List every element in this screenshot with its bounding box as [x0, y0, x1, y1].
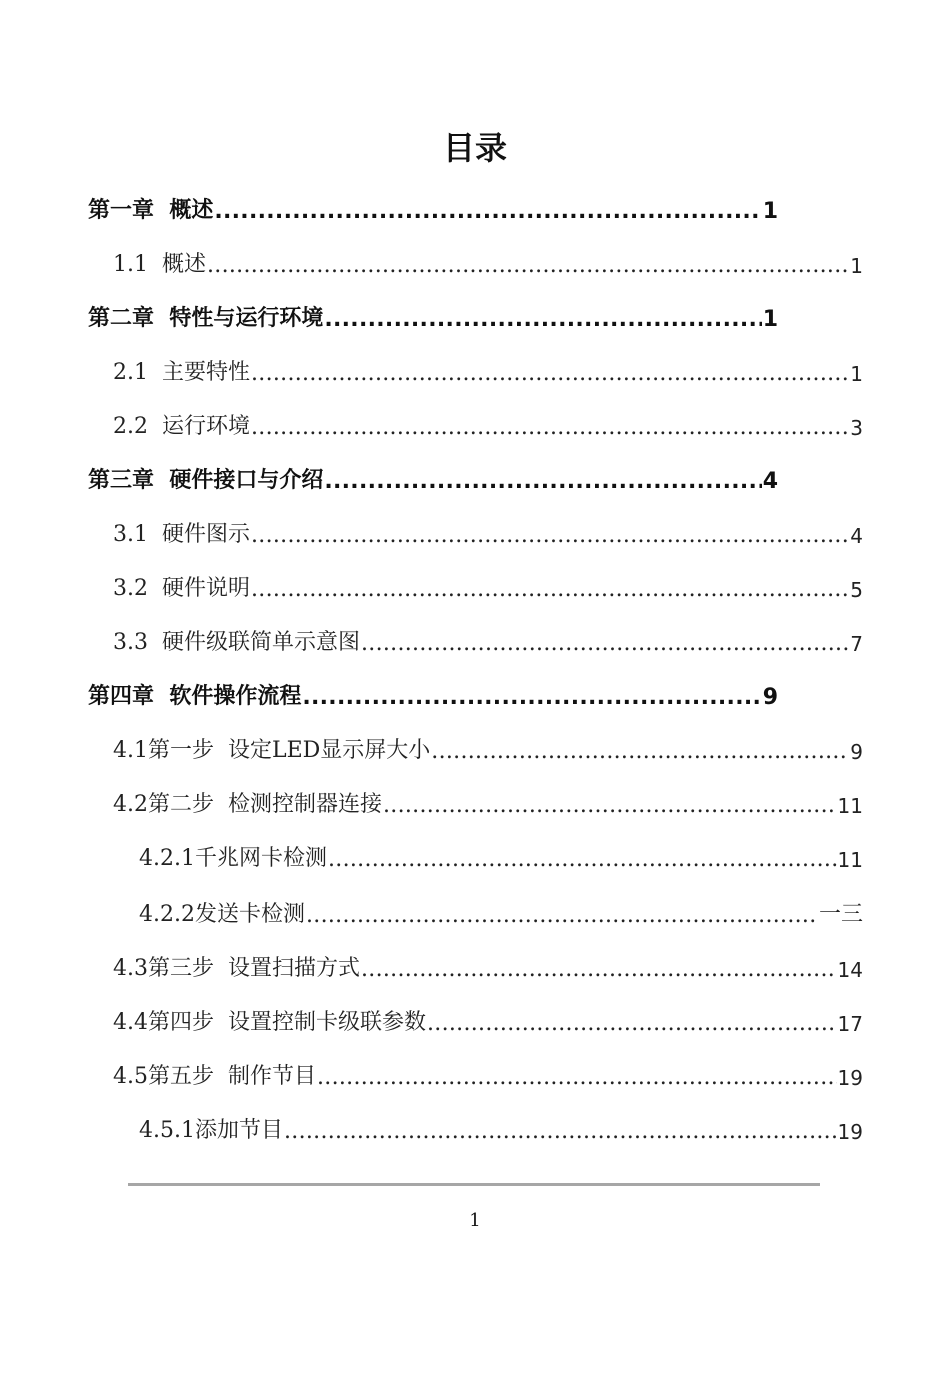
toc-page-number: 3 — [850, 416, 863, 440]
toc-label: 第四章 软件操作流程 — [88, 684, 302, 709]
toc-page-number: 11 — [837, 794, 863, 818]
dot-leader — [324, 472, 761, 494]
toc-entry-4-2[interactable] — [113, 786, 863, 818]
toc-entry-4-1[interactable] — [113, 732, 863, 764]
toc-label: 3.1 硬件图示 — [113, 522, 250, 547]
dot-leader — [427, 1014, 837, 1036]
toc-label: 第三章 硬件接口与介绍 — [88, 468, 324, 493]
toc-page-number: 11 — [837, 848, 863, 872]
toc-page-number: 17 — [837, 1012, 863, 1036]
dot-leader — [207, 256, 849, 278]
toc-entry-chapter-3[interactable] — [88, 462, 778, 494]
toc-page-number: 1 — [762, 307, 778, 332]
dot-leader — [328, 850, 837, 872]
dot-leader — [306, 906, 818, 928]
toc-label: 第一章 概述 — [88, 198, 214, 223]
page-title: 目录 — [442, 129, 507, 167]
toc-page-number: 19 — [837, 1120, 863, 1144]
toc-entry-chapter-1[interactable] — [88, 192, 778, 224]
dot-leader — [251, 364, 849, 386]
toc-page-number: 5 — [850, 578, 863, 602]
toc-label: 3.2 硬件说明 — [113, 576, 250, 601]
toc-entry-1-1[interactable] — [113, 246, 863, 278]
dot-leader — [251, 580, 849, 602]
dot-leader — [383, 796, 837, 818]
toc-entry-3-1[interactable] — [113, 516, 863, 548]
toc-entry-chapter-4[interactable] — [88, 678, 778, 710]
dot-leader — [251, 526, 849, 548]
footer-page-number: 1 — [469, 1210, 481, 1231]
toc-entry-4-2-1[interactable] — [139, 840, 863, 872]
toc-label: 3.3 硬件级联简单示意图 — [113, 630, 360, 655]
toc-page-number: 一三 — [818, 902, 863, 927]
dot-leader — [324, 310, 761, 332]
toc-label: 4.1第一步 设定LED显示屏大小 — [113, 738, 431, 763]
toc-label: 第二章 特性与运行环境 — [88, 306, 324, 331]
toc-entry-3-2[interactable] — [113, 570, 863, 602]
dot-leader — [317, 1068, 837, 1090]
dot-leader — [284, 1122, 837, 1144]
toc-page-number: 14 — [837, 958, 863, 982]
toc-page-number: 4 — [762, 469, 778, 494]
toc-label: 4.2.2发送卡检测 — [139, 902, 305, 927]
dot-leader — [361, 634, 849, 656]
dot-leader — [361, 960, 837, 982]
dot-leader — [431, 742, 849, 764]
toc-label: 1.1 概述 — [113, 252, 206, 277]
toc-label: 4.2.1千兆网卡检测 — [139, 846, 327, 871]
toc-entry-2-1[interactable] — [113, 354, 863, 386]
dot-leader — [302, 688, 761, 710]
toc-entry-4-5[interactable] — [113, 1058, 863, 1090]
toc-page-number: 9 — [850, 740, 863, 764]
toc-label: 4.4第四步 设置控制卡级联参数 — [113, 1010, 426, 1035]
toc-page-number: 1 — [850, 254, 863, 278]
toc-page-number: 7 — [850, 632, 863, 656]
toc-entry-4-4[interactable] — [113, 1004, 863, 1036]
toc-entry-4-2-2[interactable] — [139, 896, 863, 928]
toc-label: 4.3第三步 设置扫描方式 — [113, 956, 360, 981]
toc-page-number: 9 — [762, 685, 778, 710]
toc-page-number: 1 — [762, 199, 778, 224]
toc-label: 4.2第二步 检测控制器连接 — [113, 792, 382, 817]
toc-label: 4.5.1添加节目 — [139, 1118, 283, 1143]
footer-divider — [128, 1183, 820, 1186]
toc-page-number: 1 — [850, 362, 863, 386]
toc-label: 2.1 主要特性 — [113, 360, 250, 385]
dot-leader — [251, 418, 849, 440]
toc-entry-2-2[interactable] — [113, 408, 863, 440]
toc-entry-4-3[interactable] — [113, 950, 863, 982]
toc-label: 2.2 运行环境 — [113, 414, 250, 439]
toc-page-number: 19 — [837, 1066, 863, 1090]
toc-entry-4-5-1[interactable] — [139, 1112, 863, 1144]
toc-entry-chapter-2[interactable] — [88, 300, 778, 332]
dot-leader — [214, 202, 761, 224]
toc-page-number: 4 — [850, 524, 863, 548]
toc-label: 4.5第五步 制作节目 — [113, 1064, 316, 1089]
toc-entry-3-3[interactable] — [113, 624, 863, 656]
